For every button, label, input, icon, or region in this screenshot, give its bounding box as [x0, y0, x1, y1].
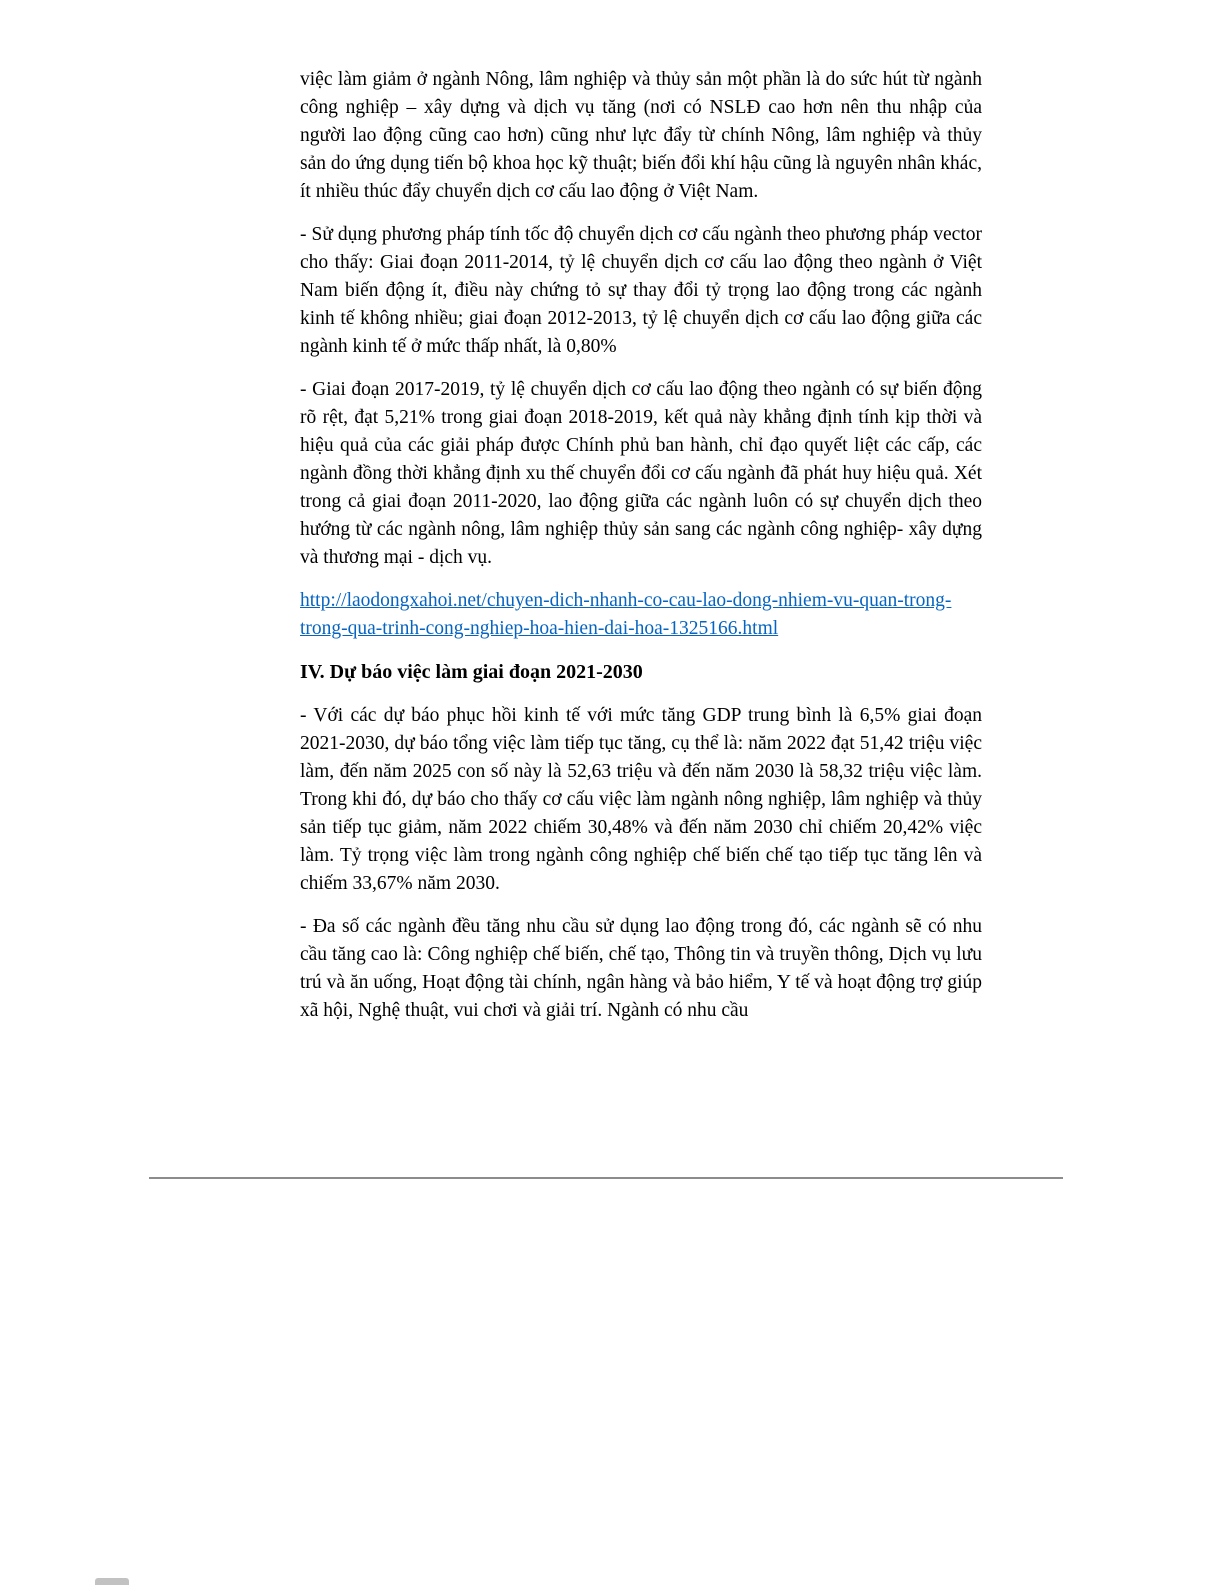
source-link-paragraph	[300, 587, 982, 643]
paragraph-employment-shift-causes: việc làm giảm ở ngành Nông, lâm nghiệp và thủy sản một phần là do sức hút từ ngành công nghiệp – xây dựng và dịch vụ tăng (nơi có NSLĐ cao hơn nên thu nhập của người lao động cũng cao hơn) cũng như lực đẩy từ chính Nông, lâm nghiệp và thủy sản do ứng dụng tiến bộ khoa học kỹ thuật; biến đổi khí hậu cũng là nguyên nhân khác, ít nhiều thúc đẩy chuyển dịch cơ cấu lao động ở Việt Nam.	[300, 69, 982, 202]
paragraph-period-2017-2019: - Giai đoạn 2017-2019, tỷ lệ chuyển dịch cơ cấu lao động theo ngành có sự biến động rõ rệt, đạt 5,21% trong giai đoạn 2018-2019, kết quả này khẳng định tính kịp thời và hiệu quả của các giải pháp được Chính phủ ban hành, chỉ đạo quyết liệt các cấp, các ngành đồng thời khẳng định xu thế chuyển đổi cơ cấu ngành đã phát huy hiệu quả. Xét trong cả giai đoạn 2011-2020, lao động giữa các ngành luôn có sự chuyển dịch theo hướng từ các ngành nông, lâm nghiệp thủy sản sang các ngành công nghiệp- xây dựng và thương mại - dịch vụ.	[300, 379, 982, 568]
paragraph-labor-demand-sectors: - Đa số các ngành đều tăng nhu cầu sử dụng lao động trong đó, các ngành sẽ có nhu cầu tăng cao là: Công nghiệp chế biến, chế tạo, Thông tin và truyền thông, Dịch vụ lưu trú và ăn uống, Hoạt động tài chính, ngân hàng và bảo hiểm, Y tế và hoạt động trợ giúp xã hội, Nghệ thuật, vui chơi và giải trí. Ngành có nhu cầu	[300, 916, 982, 1021]
paragraph-forecast-2021-2030: - Với các dự báo phục hồi kinh tế với mức tăng GDP trung bình là 6,5% giai đoạn 2021-2030, dự báo tổng việc làm tiếp tục tăng, cụ thể là: năm 2022 đạt 51,42 triệu việc làm, đến năm 2025 con số này là 52,63 triệu và đến năm 2030 là 58,32 triệu việc làm. Trong khi đó, dự báo cho thấy cơ cấu việc làm ngành nông nghiệp, lâm nghiệp và thủy sản tiếp tục giảm, năm 2022 chiếm 30,48% và đến năm 2030 chỉ chiếm 20,42% việc làm. Tỷ trọng việc làm trong ngành công nghiệp chế biến chế tạo tiếp tục tăng lên và chiếm 33,67% năm 2030.	[300, 705, 982, 894]
footer-divider-line	[149, 1177, 1063, 1179]
bottom-edge-fragment	[95, 1578, 129, 1585]
source-url-link[interactable]: http://laodongxahoi.net/chuyen-dich-nhanh-co-cau-lao-dong-nhiem-vu-quan-trong-trong-qua-trinh-cong-nghiep-hoa-hien-dai-hoa-1325166.html	[300, 590, 952, 639]
section-heading-iv: IV. Dự báo việc làm giai đoạn 2021-2030	[300, 661, 643, 683]
text-column	[300, 66, 982, 1040]
paragraph-vector-method: - Sử dụng phương pháp tính tốc độ chuyển dịch cơ cấu ngành theo phương pháp vector cho thấy: Giai đoạn 2011-2014, tỷ lệ chuyển dịch cơ cấu lao động theo ngành ở Việt Nam biến động ít, điều này chứng tỏ sự thay đổi tỷ trọng lao động trong các ngành kinh tế không nhiều; giai đoạn 2012-2013, tỷ lệ chuyển dịch cơ cấu lao động giữa các ngành kinh tế ở mức thấp nhất, là 0,80%	[300, 224, 982, 357]
